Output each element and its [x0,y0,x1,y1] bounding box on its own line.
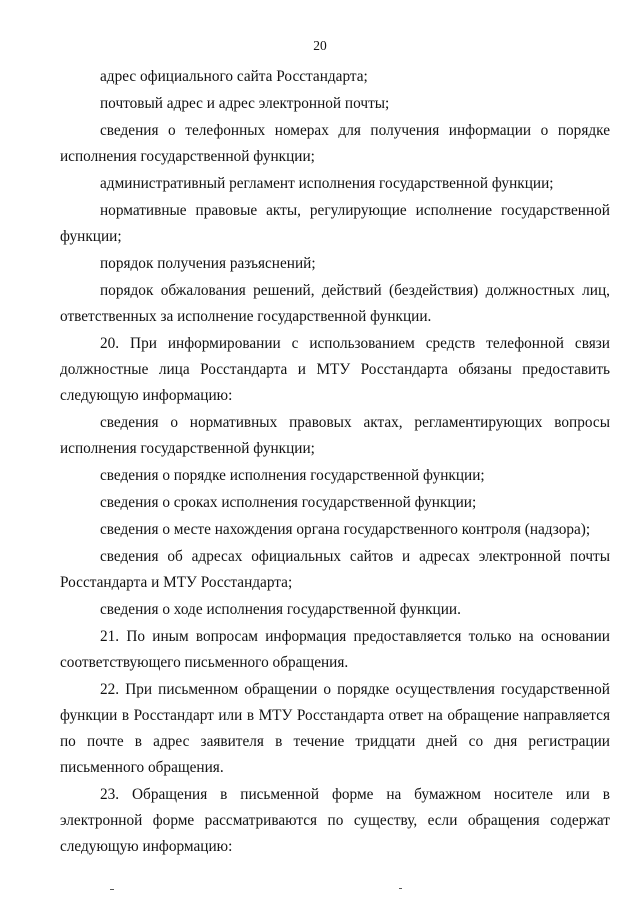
paragraph: порядок получения разъяснений; [100,255,316,272]
paragraph: порядок обжалования решений, действий (бездействия) должностных лиц, ответственных за исполнение государственной функции. [60,282,610,325]
paragraph-item-23: 23. Обращения в письменной форме на бумажном носителе или в электронной форме рассматриваются по существу, если обращения содержат следующую информацию: [60,786,610,855]
paragraph-item-21: 21. По иным вопросам информация предоставляется только на основании соответствующего письменного обращения. [60,628,610,671]
paragraph: сведения об адресах официальных сайтов и адресах электронной почты Росстандарта и МТУ Росстандарта; [60,548,610,591]
paragraph: адрес официального сайта Росстандарта; [100,68,368,85]
paragraph: почтовый адрес и адрес электронной почты; [100,95,390,112]
paragraph: сведения о сроках исполнения государственной функции; [100,494,477,511]
page-number: 20 [313,38,327,53]
paragraph-item-20: 20. При информировании с использованием средств телефонной связи должностные лица Росстандарта и МТУ Росстандарта обязаны предоставить следующую информацию: [60,335,610,404]
paragraph: сведения о месте нахождения органа государственного контроля (надзора); [100,521,591,538]
scan-artifact [399,888,402,889]
paragraph: сведения о ходе исполнения государственной функции. [100,601,461,618]
paragraph: сведения о порядке исполнения государственной функции; [100,467,485,484]
document-body [60,64,610,860]
paragraph: административный регламент исполнения государственной функции; [100,175,554,192]
scan-artifact [110,889,114,890]
paragraph: сведения о нормативных правовых актах, регламентирующих вопросы исполнения государственной функции; [60,414,610,457]
paragraph: нормативные правовые акты, регулирующие исполнение государственной функции; [60,202,610,245]
paragraph: сведения о телефонных номерах для получения информации о порядке исполнения государственной функции; [60,122,610,165]
paragraph-item-22: 22. При письменном обращении о порядке осуществления государственной функции в Росстандарт или в МТУ Росстандарта ответ на обращение направляется по почте в адрес заявителя в течение тридцати дней со дня регистрации письменного обращения. [60,681,610,776]
